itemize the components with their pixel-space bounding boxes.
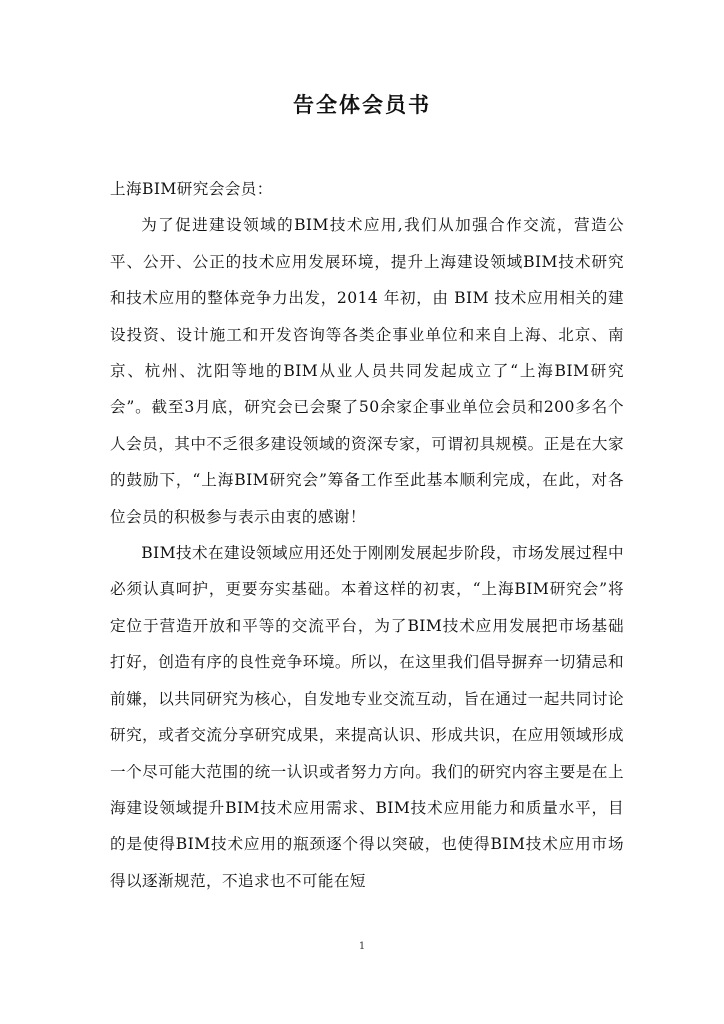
paragraph-1: 为了促进建设领域的BIM技术应用,我们从加强合作交流，营造公平、公开、公正的技术应用发展环境，提升上海建设领域BIM技术研究和技术应用的整体竞争力出发，2014 年初，由 BIM 技术应用相关的建设投资、设计施工和开发咨询等各类企事业单位和来自上海、北京、南京、杭州、沈阳等地的BIM从业人员共同发起成立了“上海BIM研究会”。截至3月底，研究会已会聚了50余家企事业单位会员和200多名个人会员，其中不乏很多建设领域的资深专家，可谓初具规模。正是在大家的鼓励下，“上海BIM研究会”筹备工作至此基本顺利完成，在此，对各位会员的积极参与表示由衷的感谢！ (110, 216, 624, 526)
paragraph-2: BIM技术在建设领域应用还处于刚刚发展起步阶段，市场发展过程中必须认真呵护，更要夯实基础。本着这样的初衷，“上海BIM研究会”将定位于营造开放和平等的交流平台，为了BIM技术应用发展把市场基础打好，创造有序的良性竞争环境。所以，在这里我们倡导摒弃一切猜忌和前嫌，以共同研究为核心，自发地专业交流互动，旨在通过一起共同讨论研究，或者交流分享研究成果，来提高认识、形成共识，在应用领域形成一个尽可能大范围的统一认识或者努力方向。我们的研究内容主要是在上海建设领域提升BIM技术应用需求、BIM技术应用能力和质量水平，目的是使得BIM技术应用的瓶颈逐个得以突破，也使得BIM技术应用市场得以逐渐规范，不追求也不可能在短 (110, 544, 624, 890)
page-number: 1 (358, 941, 366, 952)
greeting-line: 上海BIM研究会会员： (110, 180, 273, 198)
document-title: 告全体会员书 (293, 93, 431, 117)
document-body (110, 171, 624, 899)
